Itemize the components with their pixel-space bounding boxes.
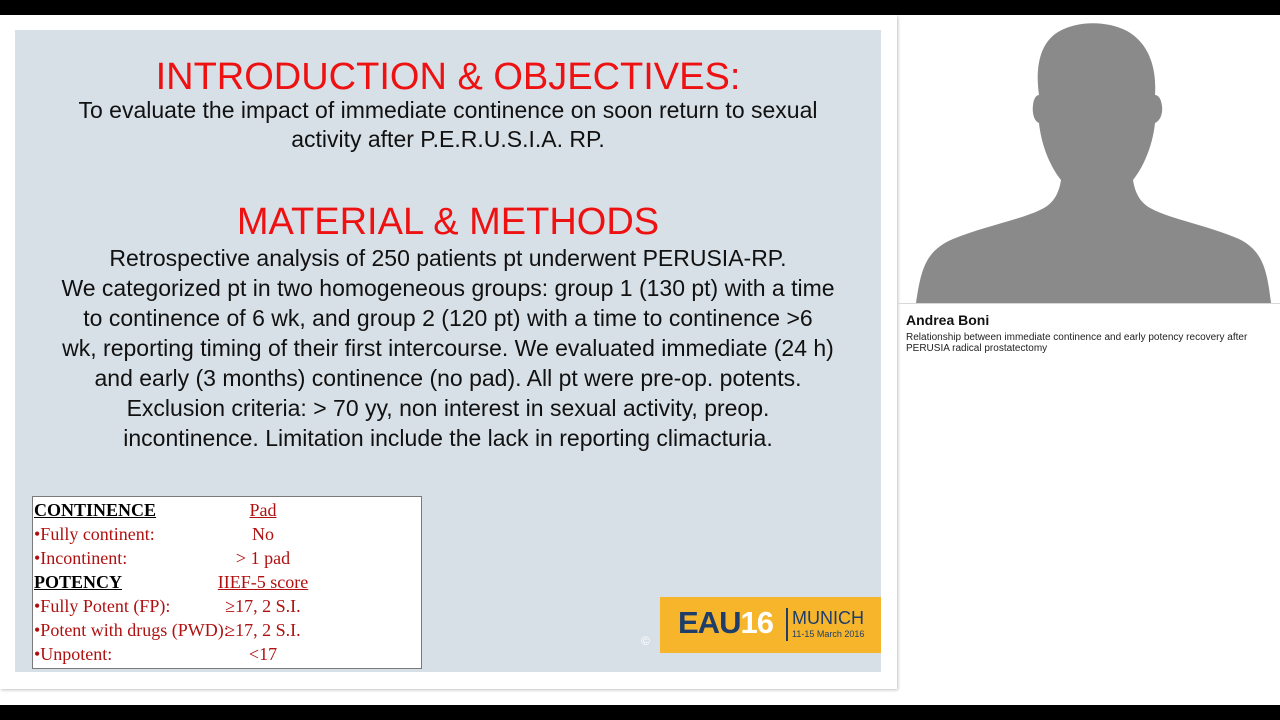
- row-label: •Fully continent:: [34, 524, 155, 544]
- methods-line: We categorized pt in two homogeneous groups: group 1 (130 pt) with a time: [61, 275, 835, 301]
- row-value: ≥17, 2 S.I.: [225, 596, 301, 616]
- potency-header-row: [33, 572, 421, 596]
- talk-title: Relationship between immediate continence and early potency recovery after PERUSIA radical prostatectomy: [906, 332, 1248, 354]
- methods-line: incontinence. Limitation include the lack in reporting climacturia.: [123, 425, 773, 451]
- person-silhouette-icon: [911, 15, 1280, 303]
- speaker-name: Andrea Boni: [906, 312, 990, 328]
- objective-text: [15, 96, 881, 154]
- methods-line: Retrospective analysis of 250 patients pt underwent PERUSIA-RP.: [109, 245, 787, 271]
- row-value: ≥17, 2 S.I.: [225, 620, 301, 640]
- row-label: •Fully Potent (FP):: [34, 596, 171, 616]
- table-row: [33, 596, 421, 620]
- logo-city: MUNICH: [792, 608, 864, 628]
- top-letterbox-bar: [0, 0, 1280, 15]
- methods-text: [15, 243, 881, 453]
- presentation-slide-frame: [0, 15, 897, 689]
- logo-wordmark: [678, 605, 773, 641]
- row-label: •Incontinent:: [34, 548, 128, 568]
- logo-dates: 11-15 March 2016: [792, 629, 865, 639]
- definitions-table: [32, 496, 422, 669]
- table-row: [33, 548, 421, 572]
- speaker-divider: [898, 303, 1280, 304]
- continence-header: CONTINENCE: [34, 500, 157, 520]
- table-row: [33, 620, 421, 644]
- potency-header: POTENCY: [34, 572, 123, 592]
- methods-line: and early (3 months) continence (no pad). All pt were pre-op. potents.: [94, 365, 802, 391]
- methods-heading: MATERIAL & METHODS: [236, 201, 660, 243]
- table-row: [33, 524, 421, 548]
- methods-line: wk, reporting timing of their first intercourse. We evaluated immediate (24 h): [62, 335, 834, 361]
- continence-unit: Pad: [249, 500, 277, 520]
- bottom-letterbox-bar: [0, 705, 1280, 720]
- eau16-munich-logo: [660, 597, 881, 653]
- row-label: •Potent with drugs (PWD):: [34, 620, 229, 640]
- logo-name-a: EAU: [678, 605, 741, 640]
- logo-divider: [786, 608, 788, 641]
- presentation-slide: [15, 30, 881, 672]
- intro-heading: INTRODUCTION & OBJECTIVES:: [155, 56, 741, 98]
- row-value: No: [252, 524, 274, 544]
- potency-unit: IIEF-5 score: [217, 572, 309, 592]
- row-value: > 1 pad: [235, 548, 291, 568]
- logo-name-b: 16: [740, 605, 773, 640]
- copyright-mark: ©: [641, 634, 650, 648]
- objective-line: To evaluate the impact of immediate continence on soon return to sexual: [78, 97, 818, 123]
- speaker-photo: [911, 15, 1280, 303]
- objective-line: activity after P.E.R.U.S.I.A. RP.: [291, 126, 605, 152]
- row-value: <17: [248, 644, 278, 664]
- methods-line: to continence of 6 wk, and group 2 (120 pt) with a time to continence >6: [83, 305, 813, 331]
- methods-line: Exclusion criteria: > 70 yy, non interest in sexual activity, preop.: [126, 395, 770, 421]
- row-label: •Unpotent:: [34, 644, 113, 664]
- continence-header-row: [33, 500, 421, 524]
- table-row: [33, 644, 421, 668]
